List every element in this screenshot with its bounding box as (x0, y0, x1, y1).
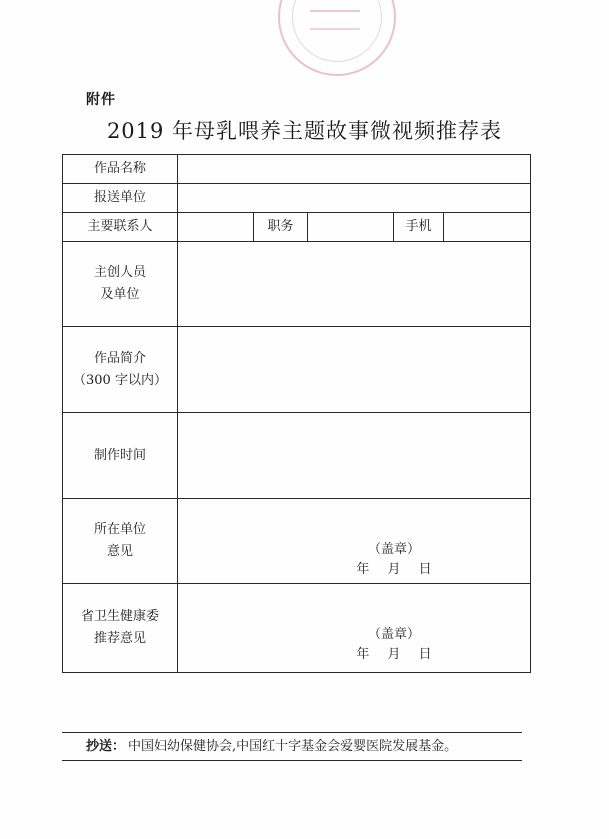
commission-opinion-label-line2: 推荐意见 (93, 631, 146, 646)
work-intro-label-line1: 作品简介 (93, 350, 146, 366)
official-seal-stamp (278, 0, 396, 76)
table-row (63, 184, 531, 213)
phone-field[interactable] (444, 213, 531, 242)
position-field[interactable] (308, 213, 394, 242)
commission-date-text: 年 月 日 (356, 647, 432, 662)
official-seal-mark (310, 10, 360, 30)
production-time-field[interactable] (178, 413, 531, 499)
commission-opinion-field[interactable] (178, 584, 531, 673)
commission-opinion-label (63, 584, 178, 673)
production-time-label: 制作时间 (63, 413, 178, 499)
table-row (63, 213, 531, 242)
main-contact-field[interactable] (178, 213, 254, 242)
form-title: 2019 年母乳喂养主题故事微视频推荐表 (106, 119, 503, 143)
creators-label (63, 242, 178, 327)
cc-recipients: 中国妇幼保健协会,中国红十字基金会爱婴医院发展基金。 (128, 739, 458, 754)
unit-date-text: 年 月 日 (356, 562, 432, 577)
table-row (63, 584, 531, 673)
table-row (63, 413, 531, 499)
creators-label-line1: 主创人员 (93, 265, 146, 280)
unit-opinion-field[interactable] (178, 499, 531, 584)
phone-label: 手机 (394, 213, 444, 242)
cc-footer (62, 732, 522, 761)
table-row (63, 242, 531, 327)
table-row (63, 499, 531, 584)
creators-label-line2: 及单位 (100, 287, 140, 302)
work-name-label: 作品名称 (63, 155, 178, 184)
work-intro-label (63, 327, 178, 413)
unit-seal-text: （盖章） (368, 542, 421, 557)
table-row (63, 327, 531, 413)
position-label: 职务 (254, 213, 308, 242)
commission-opinion-label-line1: 省卫生健康委 (80, 609, 159, 624)
creators-field[interactable] (178, 242, 531, 327)
attachment-label: 附件 (86, 92, 116, 108)
cc-label: 抄送： (86, 739, 126, 754)
recommendation-form-table (62, 154, 531, 673)
work-intro-label-line2: （300 字以内） (73, 372, 167, 388)
main-contact-label: 主要联系人 (63, 213, 178, 242)
unit-opinion-label-line1: 所在单位 (93, 522, 146, 537)
commission-seal-text: （盖章） (368, 627, 421, 642)
unit-opinion-label (63, 499, 178, 584)
unit-opinion-label-line2: 意见 (106, 544, 133, 559)
work-intro-field[interactable] (178, 327, 531, 413)
submitting-unit-field[interactable] (178, 184, 531, 213)
table-row (63, 155, 531, 184)
submitting-unit-label: 报送单位 (63, 184, 178, 213)
work-name-field[interactable] (178, 155, 531, 184)
